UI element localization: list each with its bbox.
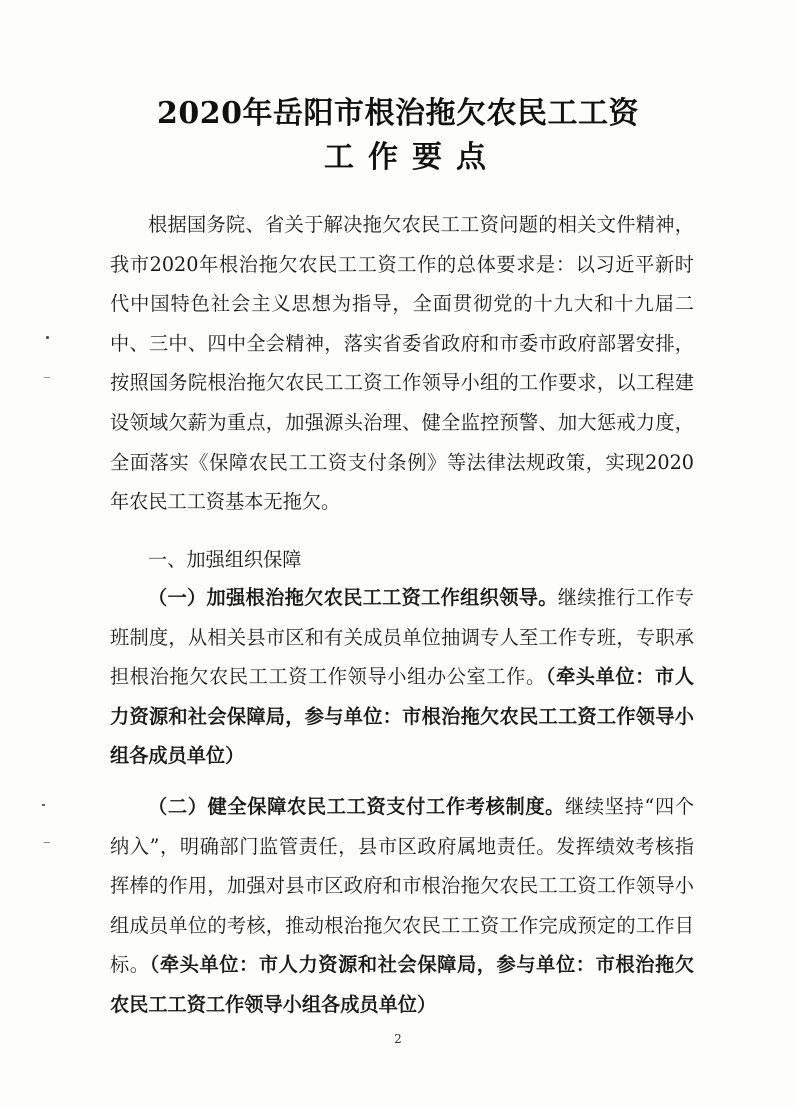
scan-mark	[46, 336, 49, 339]
item-2-heading: （二）健全保障农民工工资支付工作考核制度。	[148, 795, 566, 818]
intro-paragraph	[110, 205, 694, 522]
item-1-paragraph	[110, 578, 694, 776]
scan-mark	[44, 377, 50, 378]
intro-paragraph-text: 根据国务院、省关于解决拖欠农民工工资问题的相关文件精神，我市2020年根治拖欠农民工工资工作的总体要求是：以习近平新时代中国特色社会主义思想为指导，全面贯彻党的十九大和十九届二中、三中、四中全会精神，落实省委省政府和市委市政府部署安排，按照国务院根治拖欠农民工工资工作领导小组的工作要求，以工程建设领域欠薪为重点，加强源头治理、健全监控预警、加大惩戒力度，全面落实《保障农民工工资支付条例》等法律法规政策，实现2020年农民工工资基本无拖欠。	[110, 213, 694, 514]
document-subtitle: 工作要点	[324, 140, 500, 175]
section-heading-organization: 一、加强组织保障	[148, 548, 302, 571]
item-2-body: 继续坚持“四个纳入”，明确部门监管责任，县市区政府属地责任。发挥绩效考核指挥棒的作用，加强对县市区政府和市根治拖欠农民工工资工作领导小组成员单位的考核，推动根治拖欠农民工工资工作完成预定的工作目标。	[110, 795, 695, 977]
item-1-units: （牵头单位：市人力资源和社会保障局，参与单位：市根治拖欠农民工工资工作领导小组各成员单位）	[110, 665, 695, 768]
item-2-paragraph	[110, 787, 694, 1025]
item-2-units: （牵头单位：市人力资源和社会保障局，参与单位：市根治拖欠农民工工资工作领导小组各成员单位）	[110, 953, 695, 1016]
item-1-heading: （一）加强根治拖欠农民工工资工作组织领导。	[148, 586, 558, 609]
document-title: 2020年岳阳市根治拖欠农民工工资	[157, 96, 639, 131]
scan-mark	[42, 804, 45, 806]
scan-mark	[44, 842, 50, 843]
item-1-body: 继续推行工作专班制度，从相关县市区和有关成员单位抽调专人至工作专班，专职承担根治拖欠农民工工资工作领导小组办公室工作。	[110, 586, 695, 689]
page-number: 2	[394, 1032, 402, 1046]
